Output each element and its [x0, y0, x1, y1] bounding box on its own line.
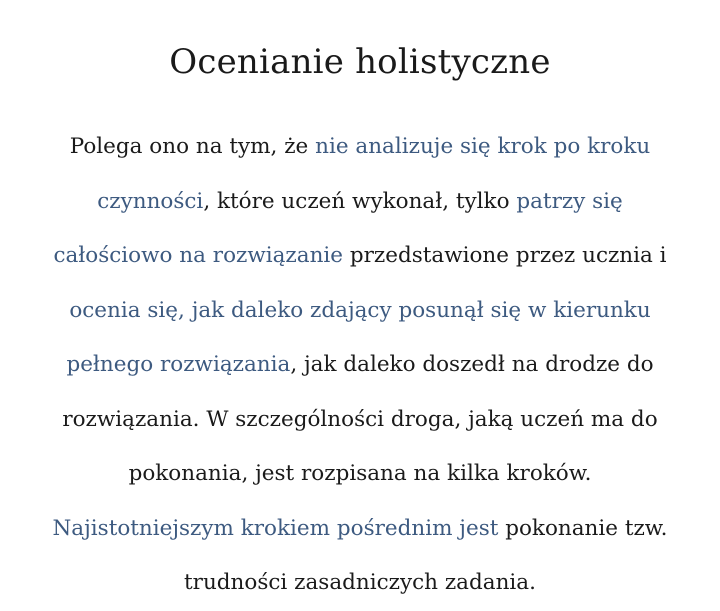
highlighted-text-run: patrzy się całościowo na rozwiązanie — [53, 188, 623, 268]
highlighted-text-run: ocenia się, jak daleko zdający posunął się w kierunku pełnego rozwiązania — [66, 297, 651, 377]
highlighted-text-run: Najistotniejszym krokiem pośrednim jest — [52, 515, 499, 541]
text-run: Polega ono na tym, że — [69, 134, 316, 159]
body-paragraph — [40, 120, 680, 611]
highlighted-text-run: nie analizuje się krok po kroku czynności — [97, 134, 651, 214]
text-run: , które uczeń wykonał, tylko — [203, 188, 517, 214]
text-run: pokonanie tzw. trudności zasadniczych zadania. — [184, 515, 668, 595]
text-run: przedstawione przez ucznia i — [343, 243, 667, 268]
text-run: , jak daleko doszedł na drodze do rozwiązania. W szczególności droga, jaką uczeń ma do pokonania, jest rozpisana na kilka kroków. — [62, 352, 658, 486]
slide-title: Ocenianie holistyczne — [169, 42, 551, 82]
